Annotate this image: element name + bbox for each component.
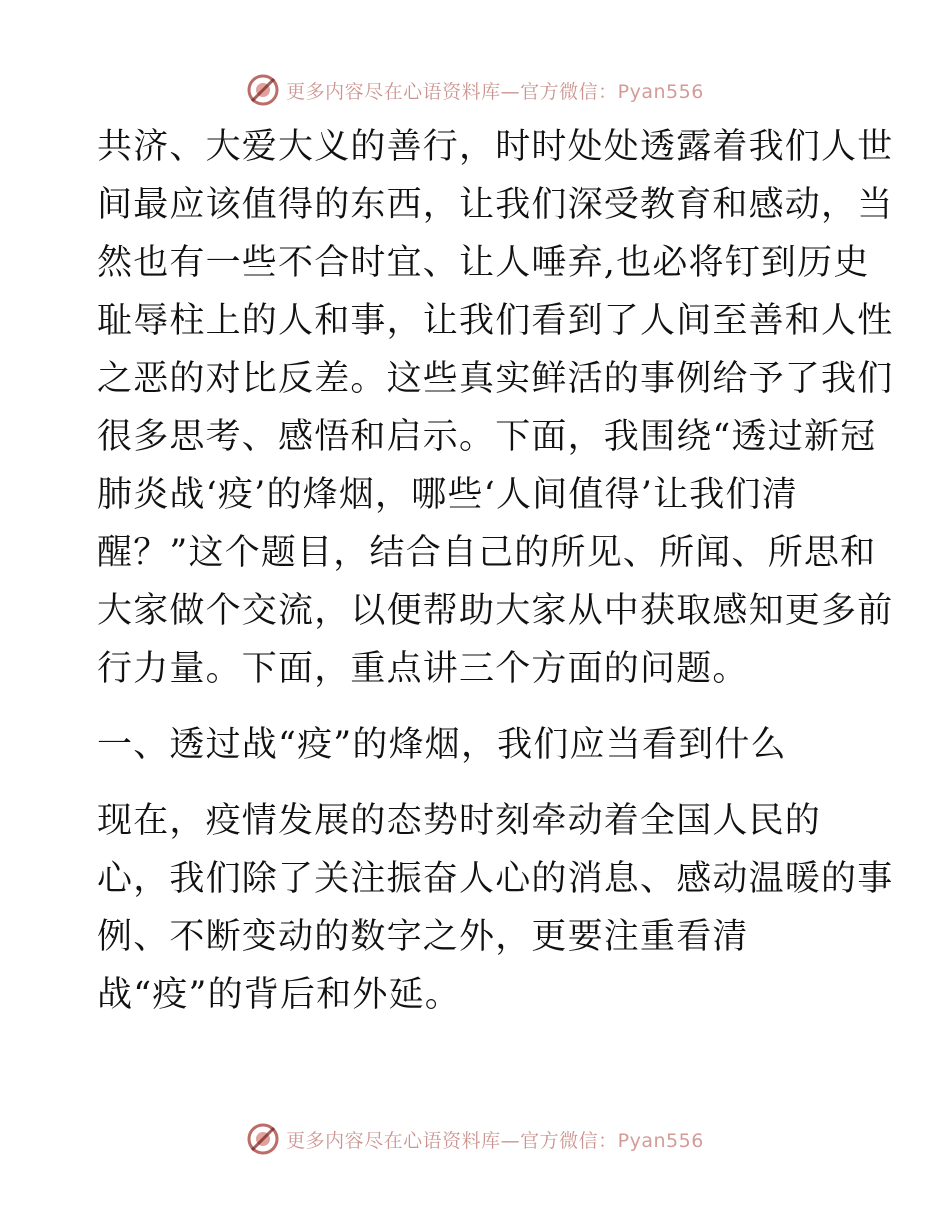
paragraph-line: 然也有一些不合时宜、让人唾弃,也必将钉到历史 (97, 243, 870, 283)
paragraph-line: 心，我们除了关注振奋人心的消息、感动温暖的事 (97, 859, 894, 899)
watermark-text: 更多内容尽在心语资料库—官方微信：Pyan556 (286, 1129, 704, 1152)
brand-logo-icon (246, 73, 280, 107)
paragraph-line: 很多思考、感悟和启示。下面，我围绕“透过新冠 (97, 417, 877, 457)
watermark-text: 更多内容尽在心语资料库—官方微信：Pyan556 (286, 80, 704, 103)
header-watermark (0, 70, 950, 110)
paragraph-line: 现在，疫情发展的态势时刻牵动着全国人民的 (97, 801, 822, 841)
paragraph-line: 行力量。下面，重点讲三个方面的问题。 (97, 649, 749, 689)
paragraph-line: 肺炎战‘疫’的烽烟，哪些‘人间值得’让我们清 (97, 475, 798, 515)
footer-watermark (0, 1119, 950, 1159)
paragraph-line: 醒？”这个题目，结合自己的所见、所闻、所思和 (97, 533, 877, 573)
paragraph-line: 间最应该值得的东西，让我们深受教育和感动，当 (97, 185, 894, 225)
paragraph-line: 大家做个交流，以便帮助大家从中获取感知更多前 (97, 591, 894, 631)
brand-logo-icon (246, 1122, 280, 1156)
document-body (97, 118, 894, 1024)
paragraph-line: 战“疫”的背后和外延。 (97, 975, 461, 1015)
paragraph-line: 例、不断变动的数字之外，更要注重看清 (97, 917, 749, 957)
section-heading: 一、透过战“疫”的烽烟，我们应当看到什么 (97, 725, 787, 765)
paragraph-line: 之恶的对比反差。这些真实鲜活的事例给予了我们 (97, 359, 894, 399)
paragraph-line: 共济、大爱大义的善行，时时处处透露着我们人世 (97, 127, 894, 167)
paragraph-line: 耻辱柱上的人和事，让我们看到了人间至善和人性 (97, 301, 894, 341)
